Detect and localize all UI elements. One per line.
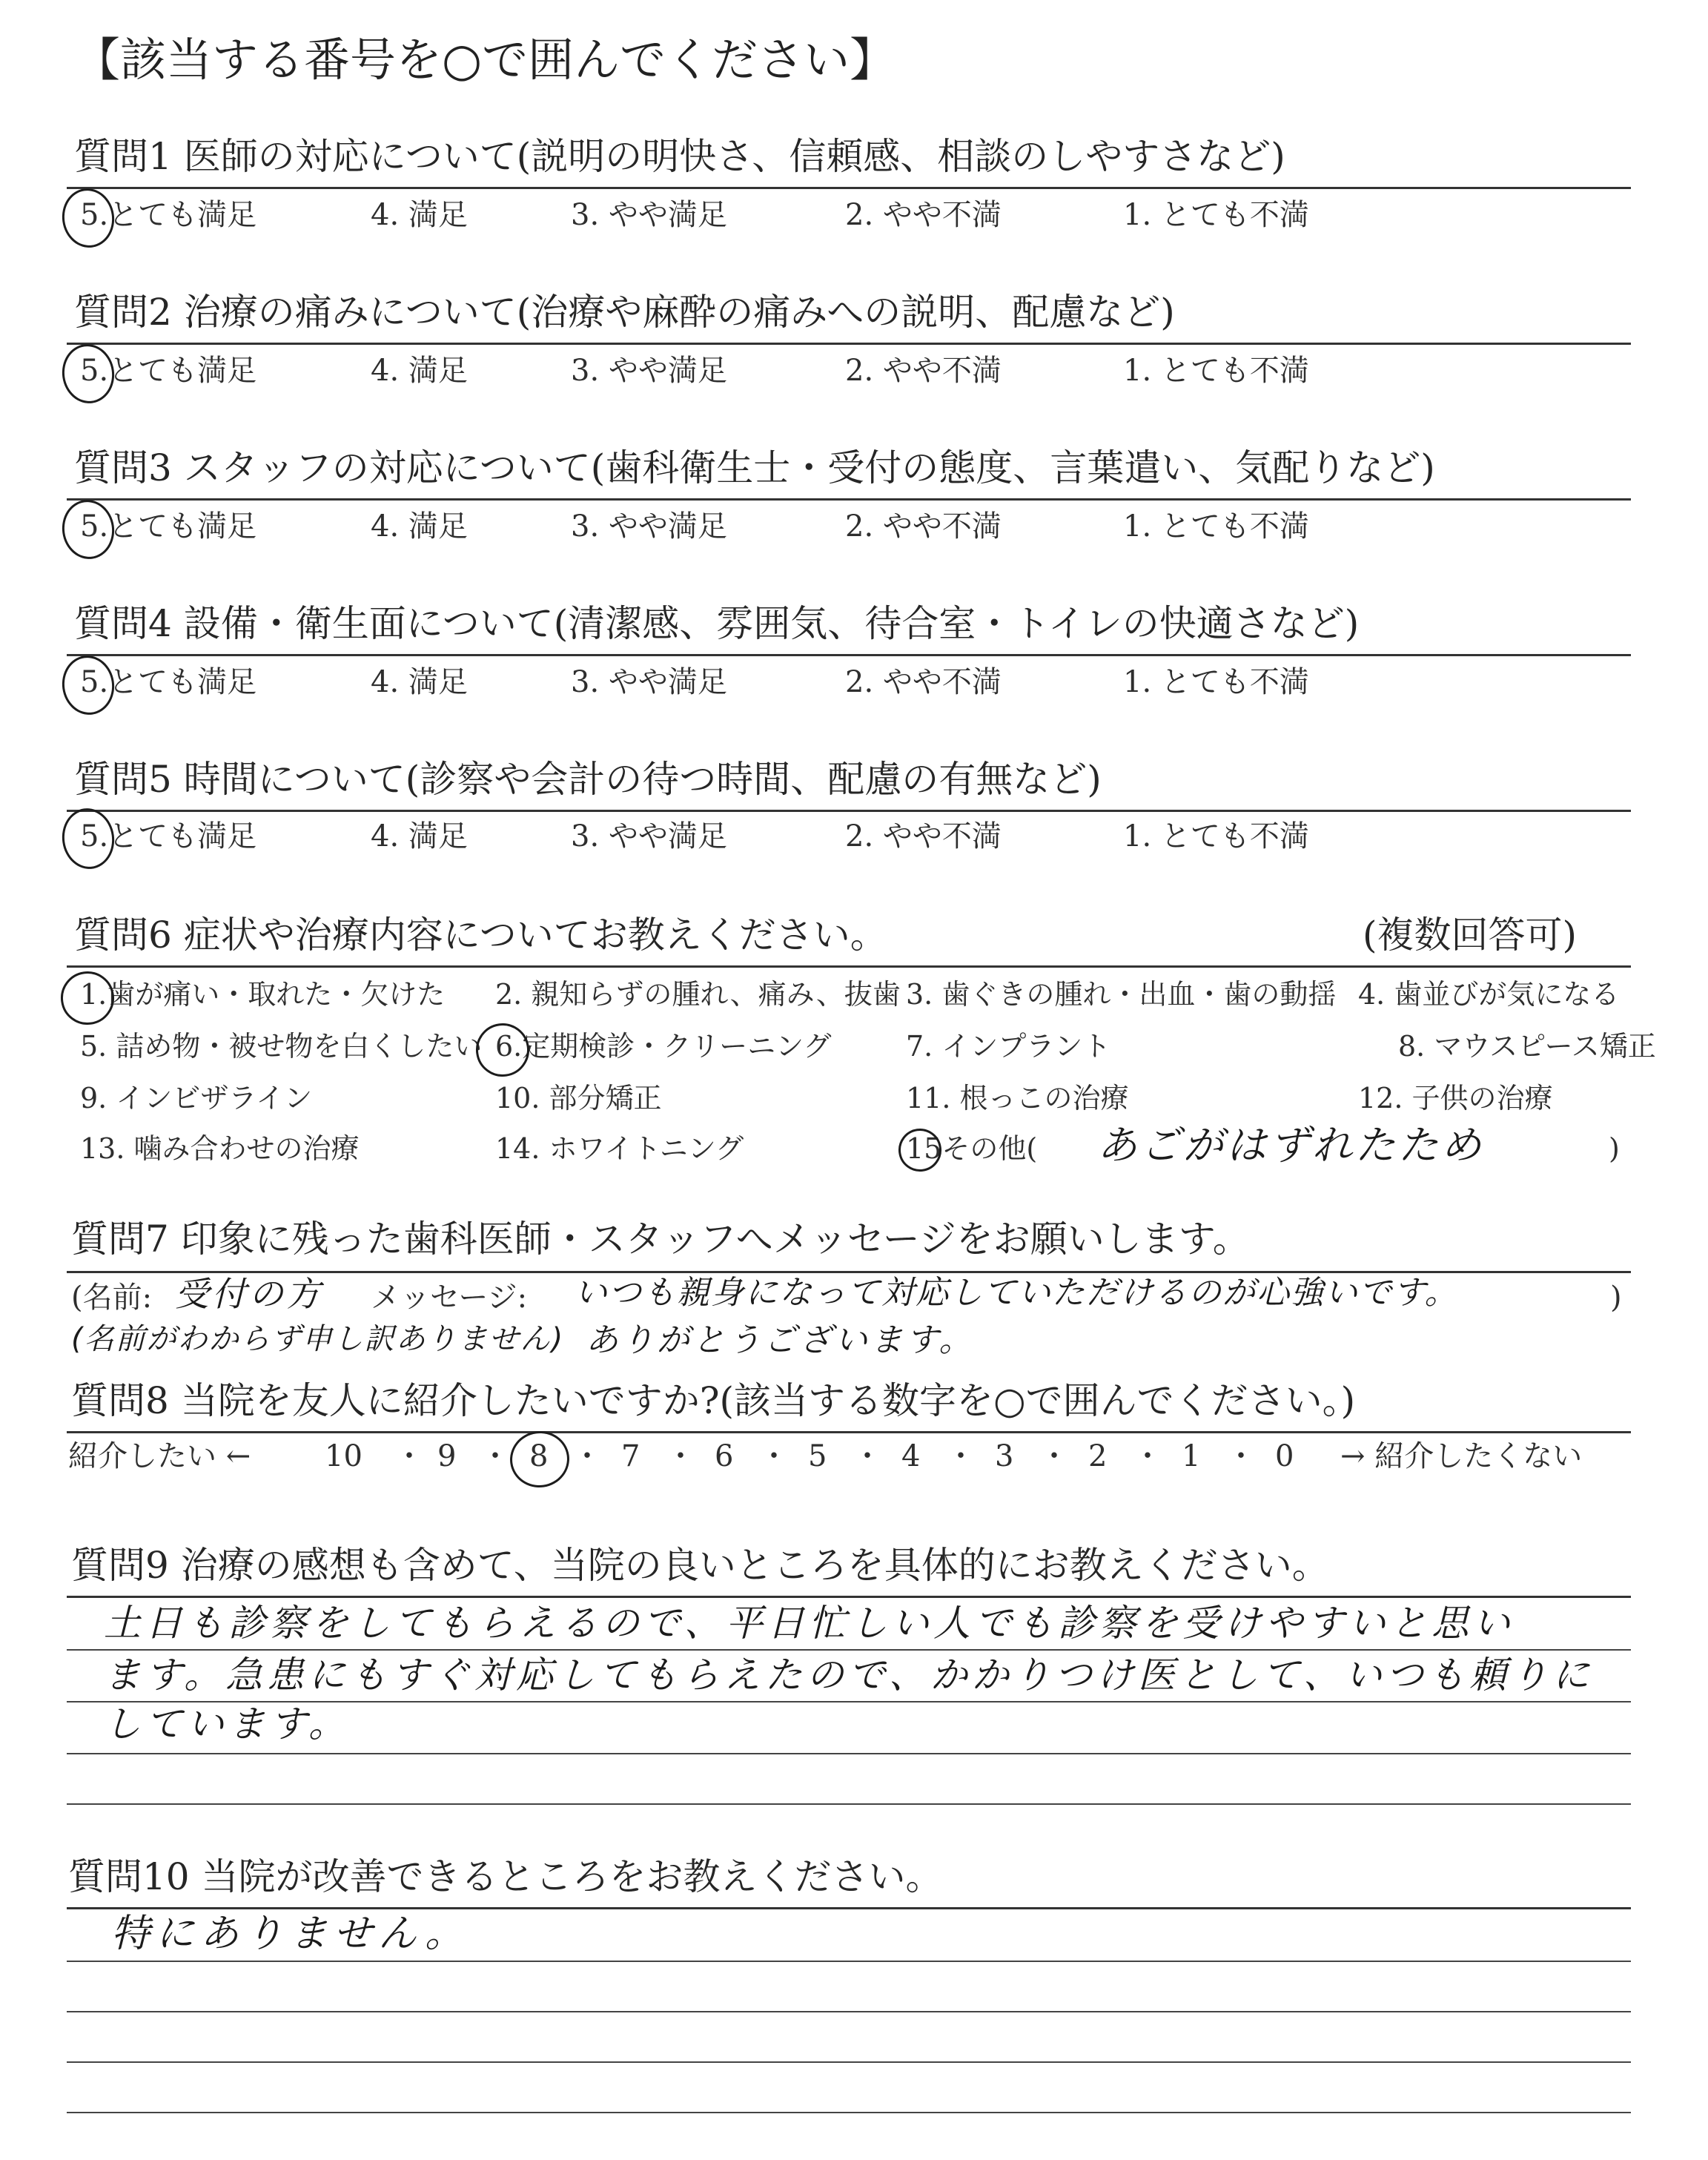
q3-selection-circle <box>59 497 118 563</box>
q6-option-13[interactable]: 13. 噛み合わせの治療 <box>80 1132 360 1165</box>
question-4-label: 質問4 設備・衛生面について(清潔感、雰囲気、待合室・トイレの快適さなど) <box>74 602 1360 645</box>
question-5-rule <box>67 810 1631 812</box>
q5-option-3[interactable]: 3. やや満足 <box>571 819 727 853</box>
q6-option-3[interactable]: 3. 歯ぐきの腫れ・出血・歯の動揺 <box>906 978 1337 1011</box>
q7-line-2-note[interactable]: (名前がわからず申し訳ありません) <box>71 1322 565 1356</box>
q6-option-4[interactable]: 4. 歯並びが気になる <box>1358 978 1620 1011</box>
q3-option-4[interactable]: 4. 満足 <box>371 509 468 544</box>
q6-option-2[interactable]: 2. 親知らずの腫れ、痛み、抜歯 <box>495 978 901 1011</box>
q8-dot: ・ <box>1226 1439 1256 1473</box>
q6-option-5[interactable]: 5. 詰め物・被せ物を白くしたい <box>80 1030 483 1063</box>
q5-option-4[interactable]: 4. 満足 <box>371 819 468 853</box>
q1-option-2[interactable]: 2. やや不満 <box>845 198 1002 232</box>
q6-option-6[interactable]: 6.定期検診・クリーニング <box>495 1030 832 1063</box>
q8-scale-4[interactable]: 4 <box>901 1439 921 1473</box>
q6-option-11[interactable]: 11. 根っこの治療 <box>906 1082 1129 1114</box>
question-7-label: 質問7 印象に残った歯科医師・スタッフへメッセージをお願いします。 <box>71 1218 1250 1261</box>
q3-option-5[interactable]: 5.とても満足 <box>80 509 257 544</box>
question-3-label: 質問3 スタッフの対応について(歯科衛生士・受付の態度、言葉遣い、気配りなど) <box>74 446 1435 489</box>
q2-option-1[interactable]: 1. とても不満 <box>1123 354 1309 388</box>
q4-option-3[interactable]: 3. やや満足 <box>571 665 727 699</box>
q10-answer[interactable]: 特にありません。 <box>111 1912 470 1956</box>
q8-left-label: 紹介したい ← <box>68 1439 251 1473</box>
q5-option-2[interactable]: 2. やや不満 <box>845 819 1002 853</box>
q4-option-5[interactable]: 5.とても満足 <box>80 665 257 699</box>
q7-message-line-1[interactable]: いつも親身になって対応していただけるのが心強いです。 <box>575 1274 1459 1312</box>
q6-other-text[interactable]: あごがはずれたため <box>1097 1122 1484 1169</box>
q1-option-4[interactable]: 4. 満足 <box>371 198 468 232</box>
q9-answer-line-3[interactable]: しています。 <box>104 1702 350 1745</box>
q1-selection-circle <box>59 185 118 251</box>
q8-dot: ・ <box>480 1439 510 1473</box>
q1-option-3[interactable]: 3. やや満足 <box>571 198 727 232</box>
question-6-label: 質問6 症状や治療内容についてお教えください。 <box>74 914 887 957</box>
q8-selection-circle <box>506 1427 573 1491</box>
q3-option-2[interactable]: 2. やや不満 <box>845 509 1002 544</box>
q8-dot: ・ <box>759 1439 789 1473</box>
q7-name-label: (名前: <box>71 1281 153 1315</box>
q6-selection-circle-1 <box>57 968 117 1028</box>
q9-writing-line-1 <box>67 1649 1631 1651</box>
q6-option-9[interactable]: 9. インビザライン <box>80 1082 313 1114</box>
q4-option-2[interactable]: 2. やや不満 <box>845 665 1002 699</box>
question-1-rule <box>67 187 1631 189</box>
question-6-rule <box>67 965 1631 968</box>
q8-right-label: → 紹介したくない <box>1340 1439 1583 1473</box>
q4-selection-circle <box>59 653 118 719</box>
q2-option-5[interactable]: 5.とても満足 <box>80 354 257 388</box>
q4-option-4[interactable]: 4. 満足 <box>371 665 468 699</box>
q8-dot: ・ <box>666 1439 695 1473</box>
q8-dot: ・ <box>946 1439 976 1473</box>
q6-option-10[interactable]: 10. 部分矯正 <box>495 1082 662 1114</box>
q8-scale-7[interactable]: 7 <box>621 1439 640 1473</box>
q8-scale-10[interactable]: 10 <box>325 1439 363 1473</box>
q10-writing-line-3 <box>67 2061 1631 2063</box>
question-7-rule <box>67 1271 1631 1273</box>
q3-option-1[interactable]: 1. とても不満 <box>1123 509 1309 544</box>
q2-selection-circle <box>59 341 118 407</box>
q8-scale-5[interactable]: 5 <box>808 1439 827 1473</box>
question-2-label: 質問2 治療の痛みについて(治療や麻酔の痛みへの説明、配慮など) <box>74 291 1175 334</box>
q5-option-1[interactable]: 1. とても不満 <box>1123 819 1309 853</box>
q3-option-3[interactable]: 3. やや満足 <box>571 509 727 544</box>
q6-option-7[interactable]: 7. インプラント <box>906 1030 1111 1063</box>
q1-option-1[interactable]: 1. とても不満 <box>1123 198 1309 232</box>
q7-message-line-2[interactable]: ありがとうございます。 <box>586 1321 975 1359</box>
q6-option-12[interactable]: 12. 子供の治療 <box>1358 1082 1553 1114</box>
q9-writing-line-4 <box>67 1803 1631 1805</box>
q2-option-2[interactable]: 2. やや不満 <box>845 354 1002 388</box>
q6-selection-circle-6 <box>472 1020 532 1080</box>
q10-writing-line-4 <box>67 2112 1631 2113</box>
q9-answer-line-1[interactable]: 土日も診察をしてもらえるので、平日忙しい人でも診察を受けやすいと思い <box>104 1602 1515 1645</box>
q7-close-paren: ) <box>1610 1281 1622 1315</box>
q1-option-5[interactable]: 5.とても満足 <box>80 198 257 232</box>
q8-scale-0[interactable]: 0 <box>1275 1439 1294 1473</box>
q8-dot: ・ <box>394 1439 424 1473</box>
question-6-note: (複数回答可) <box>1363 914 1578 957</box>
q5-selection-circle <box>59 805 119 873</box>
q6-option-1[interactable]: 1.歯が痛い・取れた・欠けた <box>80 978 446 1011</box>
q7-message-label: メッセージ: <box>371 1281 528 1315</box>
q6-other-close-paren: ) <box>1609 1132 1620 1165</box>
q8-scale-3[interactable]: 3 <box>995 1439 1014 1473</box>
question-2-rule <box>67 343 1631 345</box>
q8-scale-2[interactable]: 2 <box>1088 1439 1108 1473</box>
question-10-rule <box>67 1907 1631 1909</box>
q7-name-value[interactable]: 受付の方 <box>175 1274 323 1314</box>
question-8-rule <box>67 1431 1631 1433</box>
question-1-label: 質問1 医師の対応について(説明の明快さ、信頼感、相談のしやすさなど) <box>74 135 1285 178</box>
question-5-label: 質問5 時間について(診察や会計の待つ時間、配慮の有無など) <box>74 758 1102 801</box>
question-4-rule <box>67 654 1631 656</box>
q8-scale-1[interactable]: 1 <box>1182 1439 1201 1473</box>
q8-scale-6[interactable]: 6 <box>715 1439 734 1473</box>
q8-dot: ・ <box>853 1439 882 1473</box>
q8-scale-8[interactable]: 8 <box>529 1439 549 1473</box>
q6-option-8[interactable]: 8. マウスピース矯正 <box>1398 1030 1656 1063</box>
question-8-label: 質問8 当院を友人に紹介したいですか?(該当する数字を○で囲んでください。) <box>71 1379 1356 1422</box>
q5-option-5[interactable]: 5.とても満足 <box>80 819 257 853</box>
question-9-rule <box>67 1596 1631 1598</box>
q9-writing-line-3 <box>67 1753 1631 1754</box>
question-3-rule <box>67 498 1631 501</box>
q2-option-4[interactable]: 4. 満足 <box>371 354 468 388</box>
q9-answer-line-2[interactable]: ます。急患にもすぐ対応してもらえたので、かかりつけ医として、いつも頼りに <box>104 1654 1594 1697</box>
page-title: 【該当する番号を○で囲んでください】 <box>74 33 896 87</box>
question-9-label: 質問9 治療の感想も含めて、当院の良いところを具体的にお教えください。 <box>71 1544 1329 1587</box>
q8-dot: ・ <box>1039 1439 1069 1473</box>
q8-dot: ・ <box>572 1439 602 1473</box>
q4-option-1[interactable]: 1. とても不満 <box>1123 665 1309 699</box>
q10-writing-line-2 <box>67 2011 1631 2012</box>
q10-writing-line-1 <box>67 1961 1631 1962</box>
question-10-label: 質問10 当院が改善できるところをお教えください。 <box>68 1855 943 1898</box>
q6-option-14[interactable]: 14. ホワイトニング <box>495 1132 744 1165</box>
q8-dot: ・ <box>1133 1439 1162 1473</box>
q2-option-3[interactable]: 3. やや満足 <box>571 354 727 388</box>
q6-option-15[interactable]: 15その他( <box>906 1132 1038 1165</box>
q8-scale-9[interactable]: 9 <box>437 1439 457 1473</box>
